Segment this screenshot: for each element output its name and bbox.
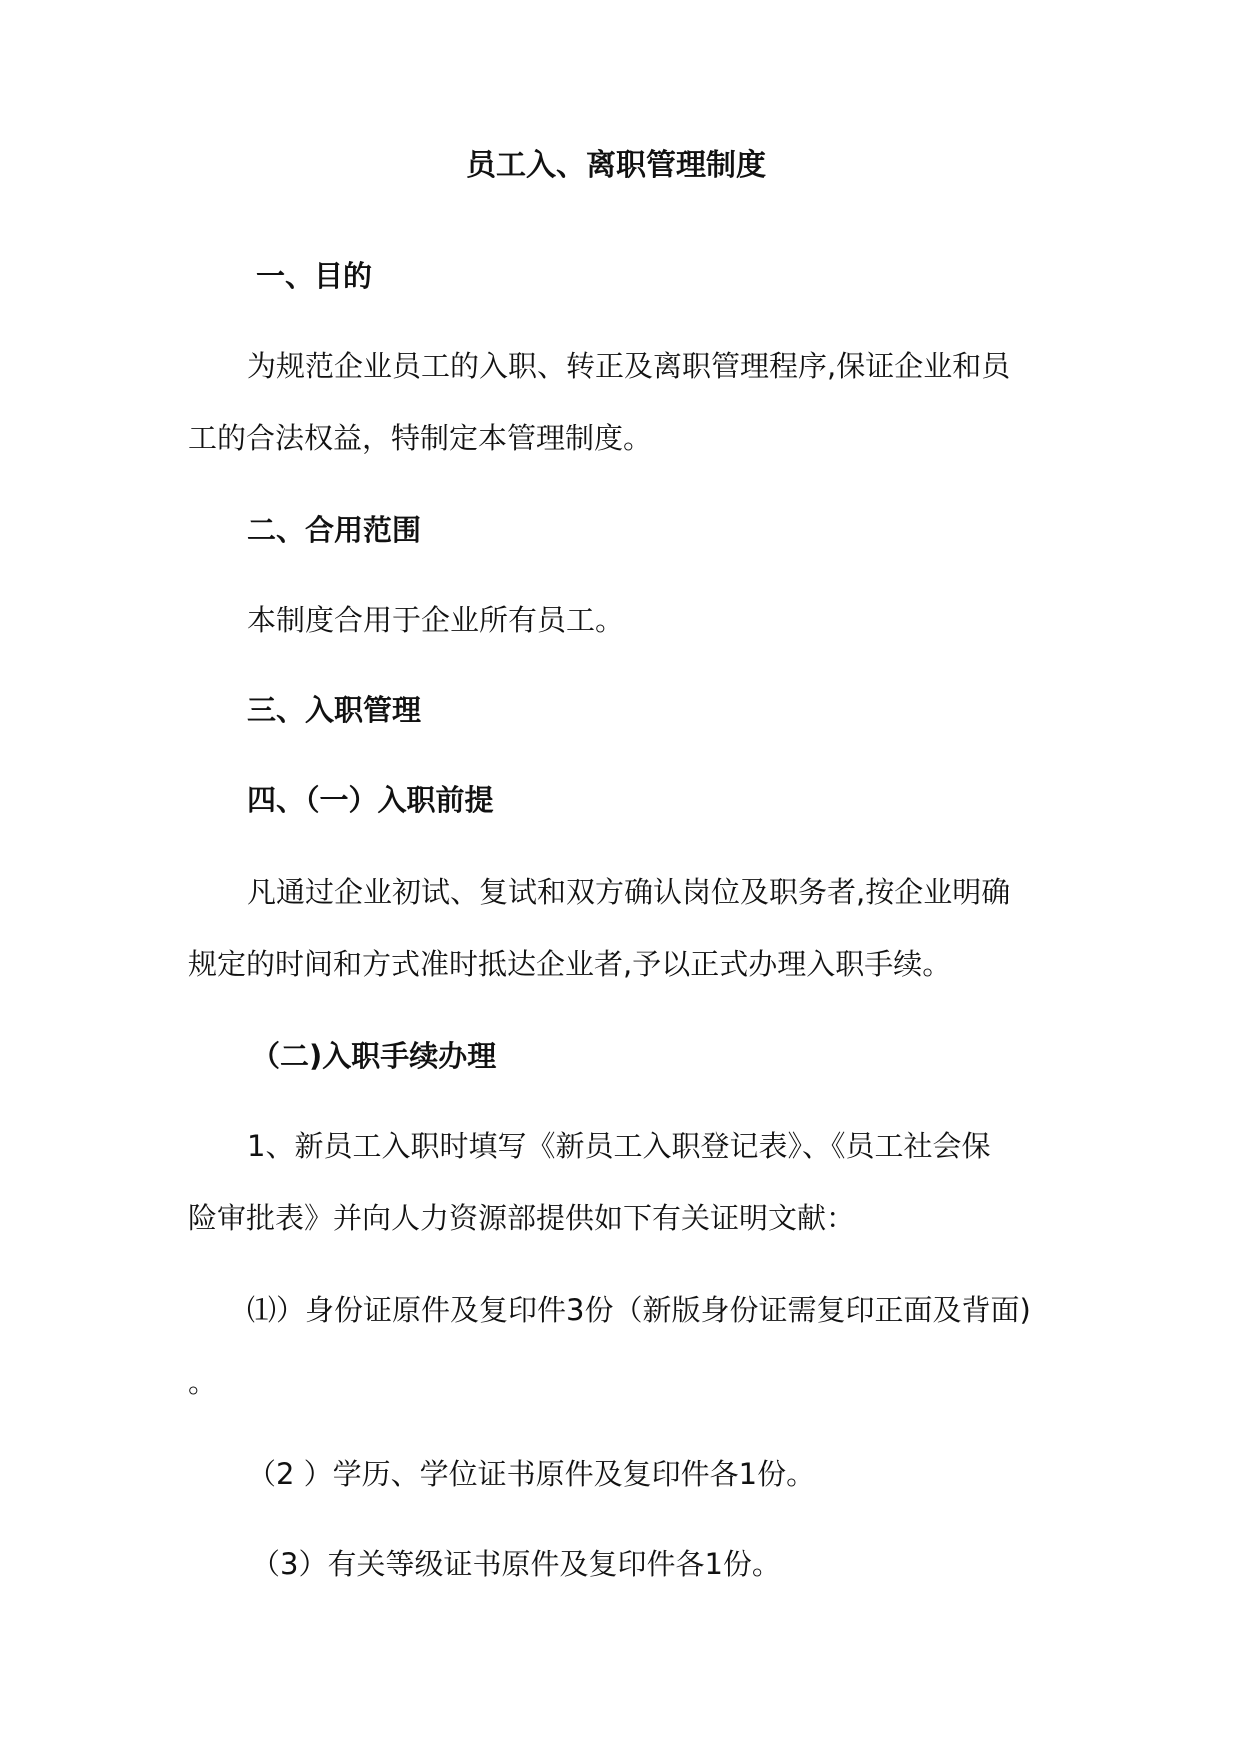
purpose-paragraph-line-1: 为规范企业员工的入职、转正及离职管理程序,保证企业和员 <box>247 349 1011 383</box>
item-1-sub-1-line-2: 。 <box>188 1365 218 1399</box>
subsection-heading-procedures: （二)入职手续办理 <box>251 1039 497 1073</box>
section-heading-scope: 二、合用范围 <box>247 513 422 547</box>
document-title: 员工入、离职管理制度 <box>466 148 766 183</box>
item-1-line-2: 险审批表》并向人力资源部提供如下有关证明文献： <box>188 1201 856 1235</box>
purpose-paragraph-line-2: 工的合法权益，特制定本管理制度。 <box>188 421 653 455</box>
section-heading-purpose: 一、目的 <box>256 259 373 293</box>
prerequisites-paragraph-line-2: 规定的时间和方式准时抵达企业者,予以正式办理入职手续。 <box>188 947 952 981</box>
item-1-sub-3: （3）有关等级证书原件及复印件各1份。 <box>251 1547 781 1581</box>
section-heading-onboarding: 三、入职管理 <box>247 693 422 727</box>
scope-paragraph: 本制度合用于企业所有员工。 <box>247 603 625 637</box>
item-1-sub-1-line-1: ⑴）身份证原件及复印件3份（新版身份证需复印正面及背面) <box>247 1293 1031 1327</box>
item-1-line-1: 1、新员工入职时填写《新员工入职登记表》、《员工社会保 <box>247 1129 991 1163</box>
prerequisites-paragraph-line-1: 凡通过企业初试、复试和双方确认岗位及职务者,按企业明确 <box>247 875 1011 909</box>
item-1-sub-2: （2 ）学历、学位证书原件及复印件各1份。 <box>247 1457 816 1491</box>
section-heading-prerequisites: 四、（一）入职前提 <box>247 783 494 817</box>
